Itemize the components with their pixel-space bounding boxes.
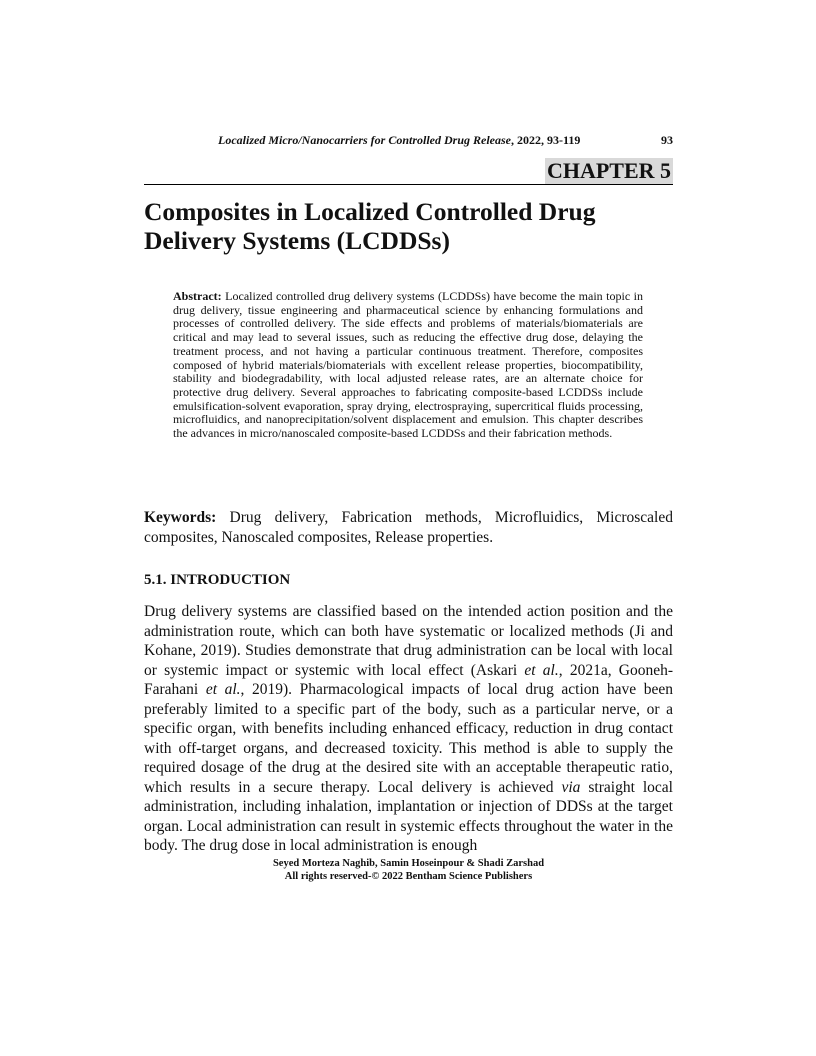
book-title: Localized Micro/Nanocarriers for Controlled Drug Release — [218, 133, 511, 147]
body-text-italic: via — [561, 778, 581, 796]
body-text-part: straight local administration, including inhalation, implantation or injection of DDSs at the target organ. Local administration can result in systemic effects throughout the water in the body. The drug dose in local administration is enough — [144, 778, 673, 854]
keywords-text: Drug delivery, Fabrication methods, Microfluidics, Microscaled composites, Nanoscaled composites, Release properties. — [144, 509, 673, 546]
abstract-text: Localized controlled drug delivery systems (LCDDSs) have become the main topic in drug delivery, tissue engineering and pharmaceutical science by enhancing formulations and processes of controlled delivery. The side effects and problems of materials/biomaterials are critical and may lead to several issues, such as reducing the effective drug dose, delaying the treatment process, and not having a particular continuous treatment. Therefore, composites composed of hybrid materials/biomaterials with excellent release properties, biocompatibility, stability and biodegradability, with local adjusted release rates, are an alternate choice for protective drug delivery. Several approaches to fabricating composite-based LCDDSs include emulsification-solvent evaporation, spray drying, electrospraying, supercritical fluids processing, microfluidics, and nanoprecipitation/solvent displacement and emulsion. This chapter describes the advances in micro/nanoscaled composite-based LCDDSs and their fabrication methods. — [173, 289, 643, 441]
chapter-label: CHAPTER 5 — [546, 158, 671, 183]
keywords — [144, 508, 673, 548]
body-paragraph — [144, 602, 673, 856]
abstract — [173, 290, 643, 441]
chapter-divider — [144, 184, 673, 185]
footer-rights: All rights reserved-© 2022 Bentham Science Publishers — [284, 871, 533, 882]
abstract-label: Abstract: — [173, 289, 222, 303]
book-year-pages: , 2022, 93-119 — [511, 133, 581, 147]
page-number: 93 — [661, 133, 673, 147]
chapter-title: Composites in Localized Controlled Drug Delivery Systems (LCDDSs) — [144, 197, 596, 255]
footer-authors: Seyed Morteza Naghib, Samin Hoseinpour & Shadi Zarshad — [272, 858, 545, 869]
body-text-part: , 2021a, Gooneh-Farahani — [144, 661, 674, 698]
keywords-label: Keywords: — [144, 509, 217, 526]
body-text-italic: et al. — [524, 661, 559, 679]
running-header — [144, 133, 673, 149]
running-title — [218, 133, 580, 148]
section-heading: 5.1. INTRODUCTION — [144, 572, 291, 588]
body-text-part: , 2019). Pharmacological impacts of local drug action have been preferably limited to a specific part of the body, such as a particular nerve, or a specific organ, with benefits including enhanced efficacy, reduction in drug contact with off-target organs, and decreased toxicity. This method is able to supply the required dosage of the drug at the desired site with an acceptable therapeutic ratio, which results in a secure therapy. Local delivery is achieved — [144, 681, 673, 796]
page-footer — [144, 857, 673, 883]
body-text-part: Drug delivery systems are classified based on the intended action position and the administration route, which can both have systematic or localized methods (Ji and Kohane, 2019). Studies demonstrate that drug administration can be local with local or systemic impact or systemic with local effect (Askari — [144, 603, 673, 679]
body-text-italic: et al. — [205, 681, 241, 698]
